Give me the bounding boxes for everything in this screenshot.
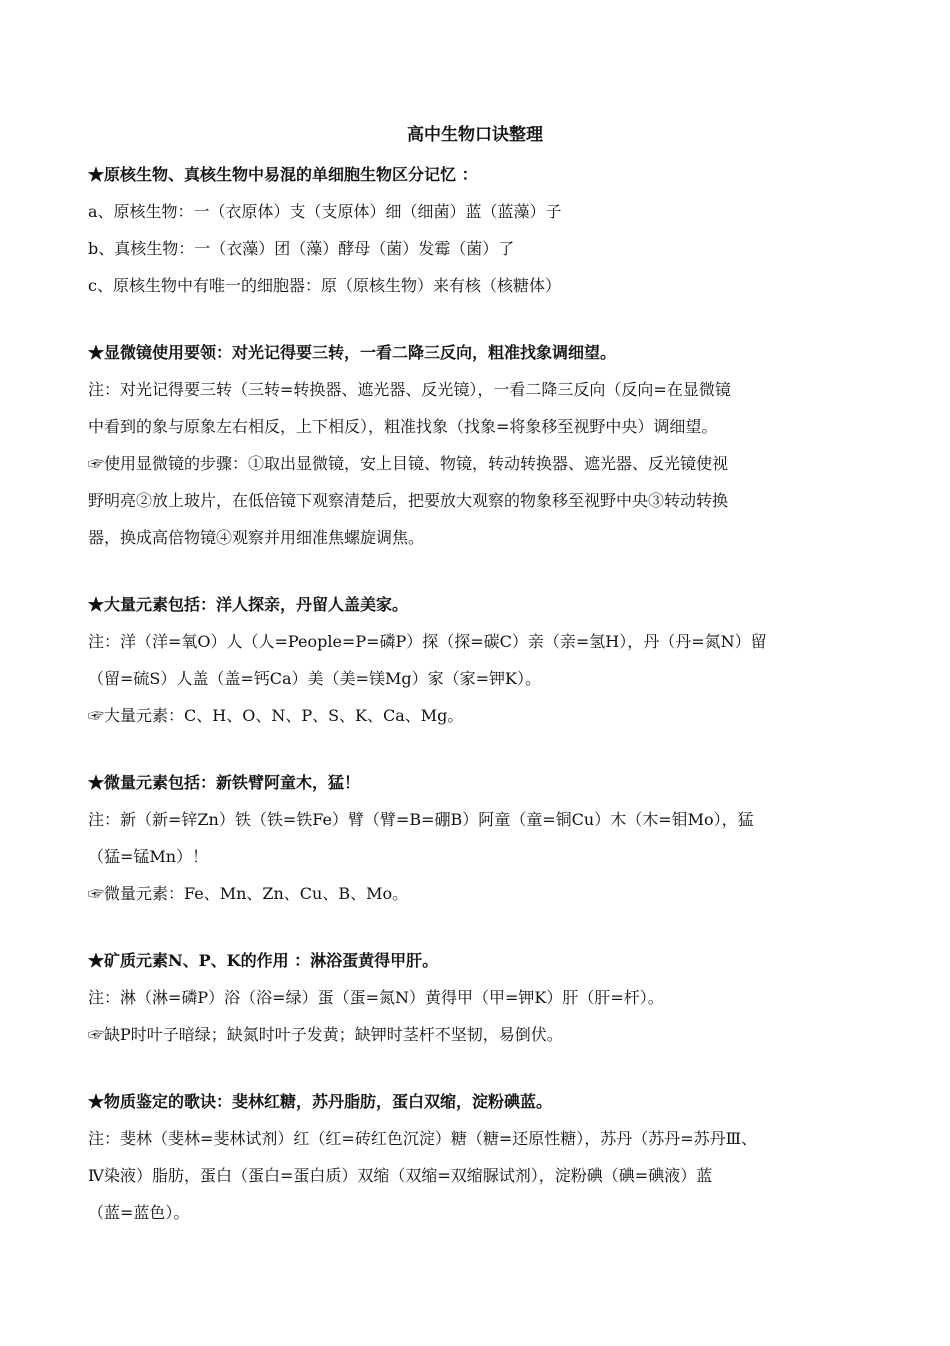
text-line: 野明亮②放上玻片，在低倍镜下观察清楚后，把要放大观察的物象移至视野中央③转动转换 <box>88 491 729 510</box>
page-title: 高中生物口诀整理 <box>407 125 543 145</box>
section-spacer <box>88 1053 878 1083</box>
text-line: a、原核生物：一（衣原体）支（支原体）细（细菌）蓝（蓝藻）子 <box>88 202 562 221</box>
text-line: b、真核生物：一（衣藻）团（藻）酵母（菌）发霉（菌）了 <box>88 239 515 258</box>
text-line: 中看到的象与原象左右相反，上下相反），粗准找象（找象=将象移至视野中央）调细望。 <box>88 417 718 436</box>
text-line: 注：对光记得要三转（三转=转换器、遮光器、反光镜），一看二降三反向（反向=在显微镜 <box>88 380 731 399</box>
text-line: ☞微量元素：Fe、Mn、Zn、Cu、B、Mo。 <box>88 884 409 903</box>
text-line: ☞大量元素：C、H、O、N、P、S、K、Ca、Mg。 <box>88 706 464 725</box>
text-line: （猛=锰Mn）！ <box>88 847 209 866</box>
section-mineral-elements <box>88 942 878 1053</box>
document-body <box>88 156 878 1231</box>
section-heading: ★显微镜使用要领：对光记得要三转，一看二降三反向，粗准找象调细望。 <box>88 343 617 362</box>
section-heading: ★物质鉴定的歌诀：斐林红糖，苏丹脂肪，蛋白双缩，淀粉碘蓝。 <box>88 1092 553 1111</box>
text-line: ☞缺P时叶子暗绿；缺氮时叶子发黄；缺钾时茎杆不坚韧，易倒伏。 <box>88 1025 563 1044</box>
section-heading: ★原核生物、真核生物中易混的单细胞生物区分记忆 ： <box>88 165 478 184</box>
section-prokaryote <box>88 156 878 304</box>
text-line: Ⅳ染液）脂肪，蛋白（蛋白=蛋白质）双缩（双缩=双缩脲试剂），淀粉碘（碘=碘液）蓝 <box>88 1166 713 1185</box>
section-micro-elements <box>88 764 878 912</box>
section-heading: ★微量元素包括：新铁臂阿童木，猛！ <box>88 773 361 792</box>
section-microscope <box>88 334 878 556</box>
section-spacer <box>88 734 878 764</box>
text-line: 注：洋（洋=氧O）人（人=People=P=磷P）探（探=碳C）亲（亲=氢H），丹（丹=氮N）留 <box>88 632 767 651</box>
text-line: 注：斐林（斐林=斐林试剂）红（红=砖红色沉淀）糖（糖=还原性糖），苏丹（苏丹=苏丹Ⅲ、 <box>88 1129 758 1148</box>
text-line: c、原核生物中有唯一的细胞器：原（原核生物）来有核（核糖体） <box>88 276 561 295</box>
section-spacer <box>88 912 878 942</box>
section-spacer <box>88 556 878 586</box>
text-line: 注：淋（淋=磷P）浴（浴=绿）蛋（蛋=氮N）黄得甲（甲=钾K）肝（肝=杆）。 <box>88 988 664 1007</box>
section-spacer <box>88 304 878 334</box>
section-macro-elements <box>88 586 878 734</box>
section-heading: ★矿质元素N、P、K的作用 ：淋浴蛋黄得甲肝。 <box>88 951 439 970</box>
text-line: ☞使用显微镜的步骤：①取出显微镜，安上目镜、物镜，转动转换器、遮光器、反光镜使视 <box>88 454 729 473</box>
section-substance-identification <box>88 1083 878 1231</box>
text-line: （蓝=蓝色）。 <box>88 1203 190 1222</box>
section-heading: ★大量元素包括：洋人探亲，丹留人盖美家。 <box>88 595 409 614</box>
text-line: 注：新（新=锌Zn）铁（铁=铁Fe）臂（臂=B=硼B）阿童（童=铜Cu）木（木=钼Mo），猛 <box>88 810 754 829</box>
text-line: （留=硫S）人盖（盖=钙Ca）美（美=镁Mg）家（家=钾K）。 <box>88 669 541 688</box>
text-line: 器，换成高倍物镜④观察并用细准焦螺旋调焦。 <box>88 528 425 547</box>
